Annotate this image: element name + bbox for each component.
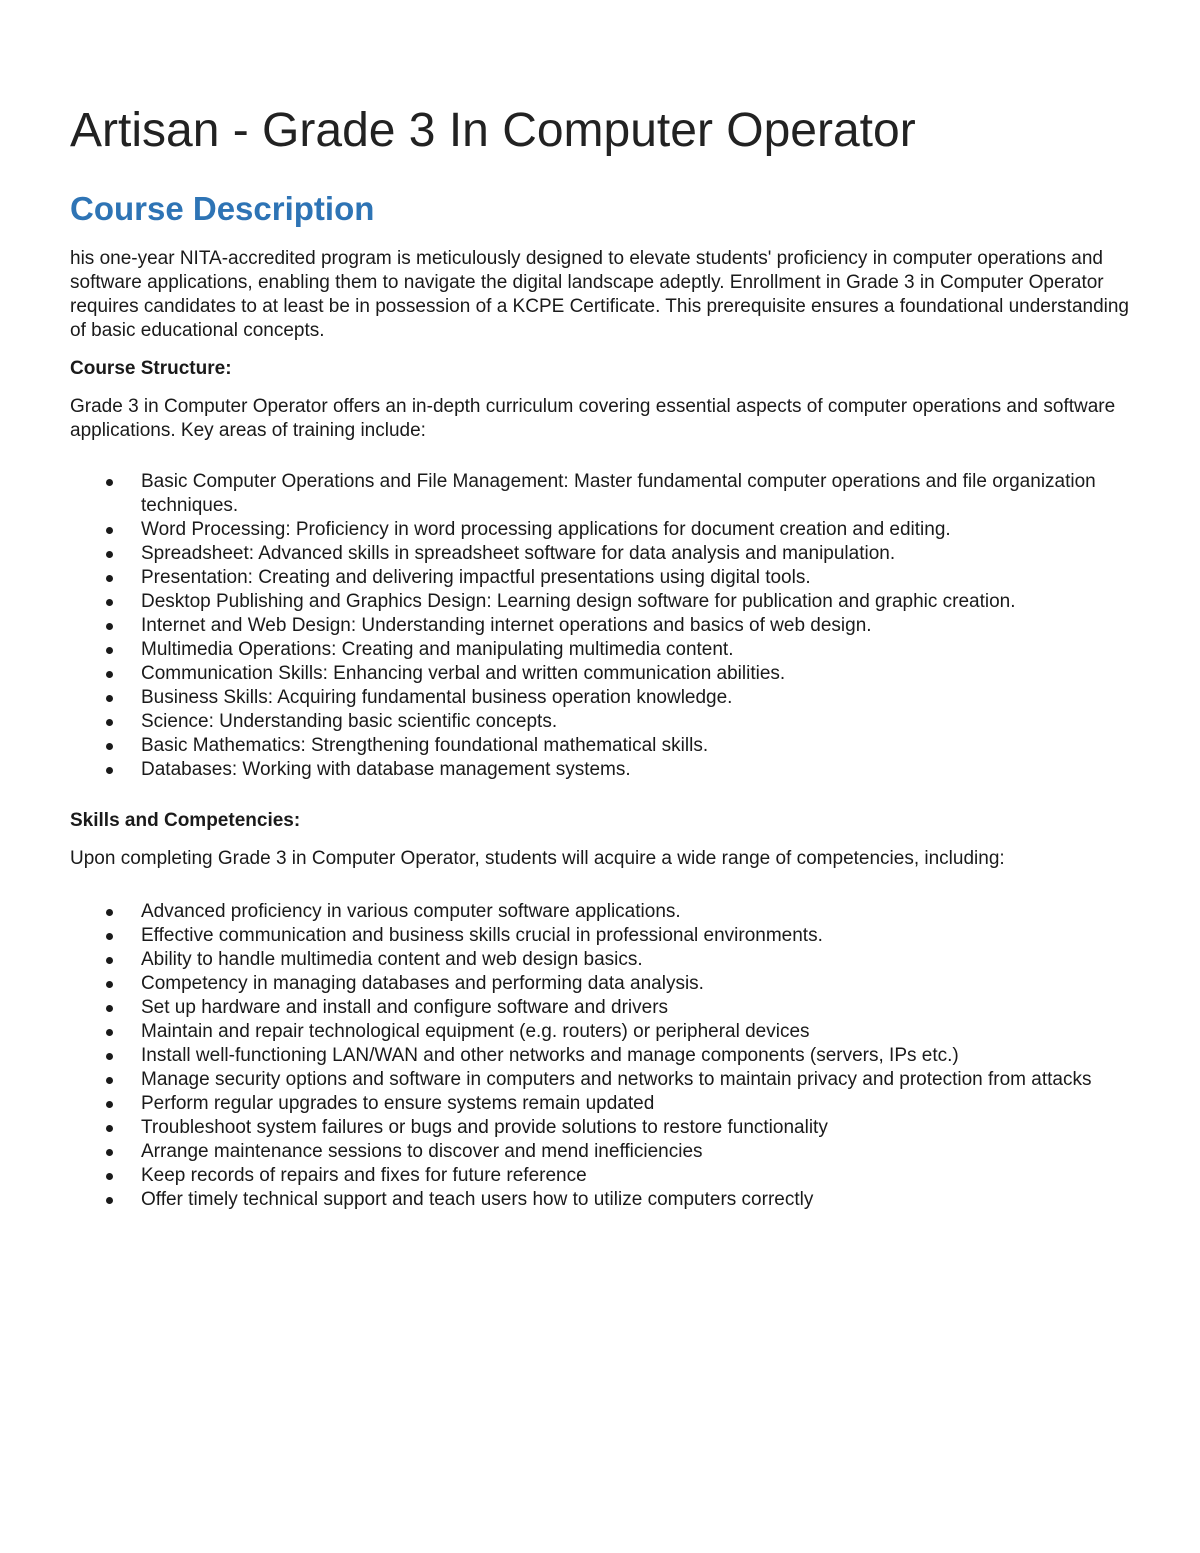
list-item [70, 638, 1140, 662]
list-item-text: Effective communication and business skills crucial in professional environments. [141, 925, 823, 946]
skills-competencies-intro: Upon completing Grade 3 in Computer Operator, students will acquire a wide range of competencies, including: [70, 848, 1005, 869]
list-item-text: Internet and Web Design: Understanding internet operations and basics of web design. [141, 615, 872, 636]
bullet-icon [106, 1053, 113, 1060]
bullet-icon [106, 479, 113, 486]
bullet-icon [106, 719, 113, 726]
document-title: Artisan - Grade 3 In Computer Operator [70, 104, 916, 157]
course-structure-list [70, 470, 1140, 782]
list-item-text: Troubleshoot system failures or bugs and provide solutions to restore functionality [141, 1117, 828, 1138]
list-item-text: Business Skills: Acquiring fundamental business operation knowledge. [141, 687, 733, 708]
bullet-icon [106, 599, 113, 606]
list-item [70, 1164, 1140, 1188]
list-item [70, 734, 1140, 758]
list-item-text: Maintain and repair technological equipment (e.g. routers) or peripheral devices [141, 1021, 810, 1042]
bullet-icon [106, 1101, 113, 1108]
list-item-text: Databases: Working with database management systems. [141, 759, 631, 780]
list-item [70, 758, 1140, 782]
list-item-text: Basic Mathematics: Strengthening foundational mathematical skills. [141, 735, 709, 756]
list-item-text: Desktop Publishing and Graphics Design: Learning design software for publication and graphic creation. [141, 591, 1016, 612]
course-description-heading: Course Description [70, 190, 375, 227]
bullet-icon [106, 933, 113, 940]
bullet-icon [106, 909, 113, 916]
bullet-icon [106, 551, 113, 558]
bullet-icon [106, 647, 113, 654]
list-item-text: Spreadsheet: Advanced skills in spreadsheet software for data analysis and manipulation. [141, 543, 896, 564]
course-description-text: his one-year NITA-accredited program is meticulously designed to elevate students' proficiency in computer operations and software applications, enabling them to navigate the digital landscape adeptly. Enrollment in Grade 3 in Computer Operator requires candidates to at least be in possession of a KCPE Certificate. This prerequisite ensures a foundational understanding of basic educational concepts. [70, 248, 1129, 341]
list-item-text: Communication Skills: Enhancing verbal and written communication abilities. [141, 663, 786, 684]
list-item [70, 686, 1140, 710]
bullet-icon [106, 743, 113, 750]
list-item-text: Keep records of repairs and fixes for future reference [141, 1165, 587, 1186]
list-item [70, 1044, 1140, 1068]
bullet-icon [106, 1197, 113, 1204]
list-item-text: Word Processing: Proficiency in word processing applications for document creation and editing. [141, 519, 951, 540]
skills-competencies-heading: Skills and Competencies: [70, 810, 301, 831]
bullet-icon [106, 767, 113, 774]
bullet-icon [106, 1125, 113, 1132]
course-structure-heading: Course Structure: [70, 358, 232, 379]
list-item-text: Basic Computer Operations and File Management: Master fundamental computer operations and file organization techniques. [141, 471, 1096, 516]
list-item [70, 1092, 1140, 1116]
bullet-icon [106, 957, 113, 964]
list-item-text: Offer timely technical support and teach users how to utilize computers correctly [141, 1189, 814, 1210]
list-item [70, 566, 1140, 590]
list-item-text: Arrange maintenance sessions to discover and mend inefficiencies [141, 1141, 703, 1162]
list-item [70, 996, 1140, 1020]
bullet-icon [106, 1149, 113, 1156]
list-item [70, 924, 1140, 948]
bullet-icon [106, 981, 113, 988]
list-item-text: Manage security options and software in computers and networks to maintain privacy and protection from attacks [141, 1069, 1092, 1090]
list-item [70, 710, 1140, 734]
list-item [70, 1140, 1140, 1164]
list-item [70, 542, 1140, 566]
list-item [70, 1188, 1140, 1212]
list-item-text: Competency in managing databases and performing data analysis. [141, 973, 704, 994]
list-item-text: Perform regular upgrades to ensure systems remain updated [141, 1093, 655, 1114]
bullet-icon [106, 575, 113, 582]
list-item [70, 1068, 1140, 1092]
bullet-icon [106, 1077, 113, 1084]
list-item [70, 972, 1140, 996]
bullet-icon [106, 623, 113, 630]
bullet-icon [106, 1173, 113, 1180]
list-item [70, 948, 1140, 972]
list-item-text: Set up hardware and install and configure software and drivers [141, 997, 669, 1018]
list-item-text: Install well-functioning LAN/WAN and other networks and manage components (servers, IPs etc.) [141, 1045, 959, 1066]
bullet-icon [106, 695, 113, 702]
bullet-icon [106, 671, 113, 678]
list-item-text: Advanced proficiency in various computer software applications. [141, 901, 681, 922]
bullet-icon [106, 527, 113, 534]
skills-competencies-list [70, 900, 1140, 1212]
list-item-text: Multimedia Operations: Creating and manipulating multimedia content. [141, 639, 734, 660]
list-item-text: Presentation: Creating and delivering impactful presentations using digital tools. [141, 567, 811, 588]
list-item [70, 470, 1140, 518]
bullet-icon [106, 1005, 113, 1012]
list-item [70, 662, 1140, 686]
list-item [70, 900, 1140, 924]
course-structure-intro: Grade 3 in Computer Operator offers an in-depth curriculum covering essential aspects of computer operations and software applications. Key areas of training include: [70, 396, 1116, 441]
list-item [70, 590, 1140, 614]
list-item [70, 614, 1140, 638]
list-item-text: Science: Understanding basic scientific concepts. [141, 711, 558, 732]
bullet-icon [106, 1029, 113, 1036]
list-item [70, 1020, 1140, 1044]
list-item [70, 1116, 1140, 1140]
list-item-text: Ability to handle multimedia content and web design basics. [141, 949, 643, 970]
list-item [70, 518, 1140, 542]
